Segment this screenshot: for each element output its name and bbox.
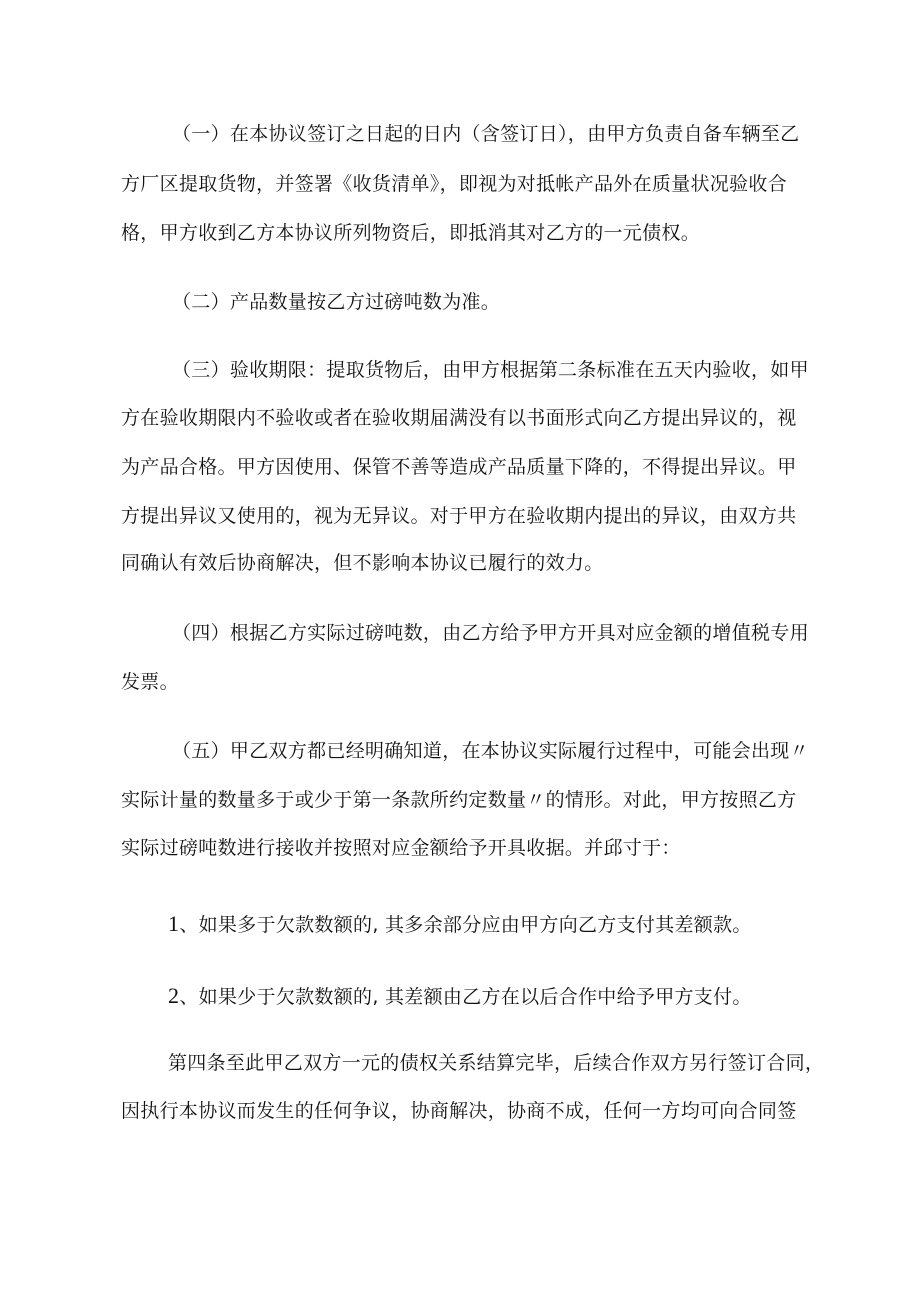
clause3-line-3: 为产品合格。甲方因使用、保管不善等造成产品质量下降的，不得提出异议。甲	[121, 456, 797, 478]
article4-line-2: 因执行本协议而发生的任何争议，协商解决，协商不成，任何一方均可向合同签	[121, 1100, 797, 1122]
clause1-line-3: 格，甲方收到乙方本协议所列物资后，即抵消其对乙方的一元债权。	[121, 222, 701, 244]
clause1-line-2: 方厂区提取货物，并签署《收货清单》，即视为对抵帐产品外在质量状况验收合	[121, 173, 788, 195]
clause3-line-1: （三）验收期限：提取货物后，由甲方根据第二条标准在五天内验收，如甲	[172, 359, 809, 381]
clause3-line-5: 同确认有效后协商解决，但不影响本协议已履行的效力。	[121, 552, 604, 574]
clause1-line-1: （一）在本协议签订之日起的日内（含签订日），由甲方负责自备车辆至乙	[172, 123, 800, 145]
clause4-line-2: 发票。	[121, 671, 179, 693]
clause4-line-1: （四）根据乙方实际过磅吨数，由乙方给予甲方开具对应金额的增值税专用	[172, 622, 809, 644]
clause2-line-1: （二）产品数量按乙方过磅吨数为准。	[172, 291, 501, 313]
list-item-2-number: 2	[168, 983, 180, 1008]
list-item-1	[168, 910, 752, 939]
clause3-line-4: 方提出异议又使用的，视为无异议。对于甲方在验收期内提出的异议，由双方共	[121, 505, 797, 527]
clause5-line-2: 实际计量的数量多于或少于第一条款所约定数量〃的情形。对此，甲方按照乙方	[121, 789, 797, 811]
list-item-1-number: 1	[168, 911, 180, 936]
clause3-line-2: 方在验收期限内不验收或者在验收期届满没有以书面形式向乙方提出异议的，视	[121, 407, 797, 429]
list-item-2-text: 、如果少于欠款数额的, 其差额由乙方在以后合作中给予甲方支付。	[179, 986, 752, 1008]
clause5-line-1: （五）甲乙双方都已经明确知道，在本协议实际履行过程中，可能会出现〃	[172, 740, 809, 762]
list-item-2	[168, 982, 752, 1011]
clause5-line-3: 实际过磅吨数进行接收并按照对应金额给予开具收据。并邱寸于：	[121, 837, 681, 859]
article4-line-1: 第四条至此甲乙双方一元的债权关系结算完毕，后续合作双方另行签订合同，	[168, 1052, 825, 1074]
list-item-1-text: 、如果多于欠款数额的, 其多余部分应由甲方向乙方支付其差额款。	[179, 914, 752, 936]
